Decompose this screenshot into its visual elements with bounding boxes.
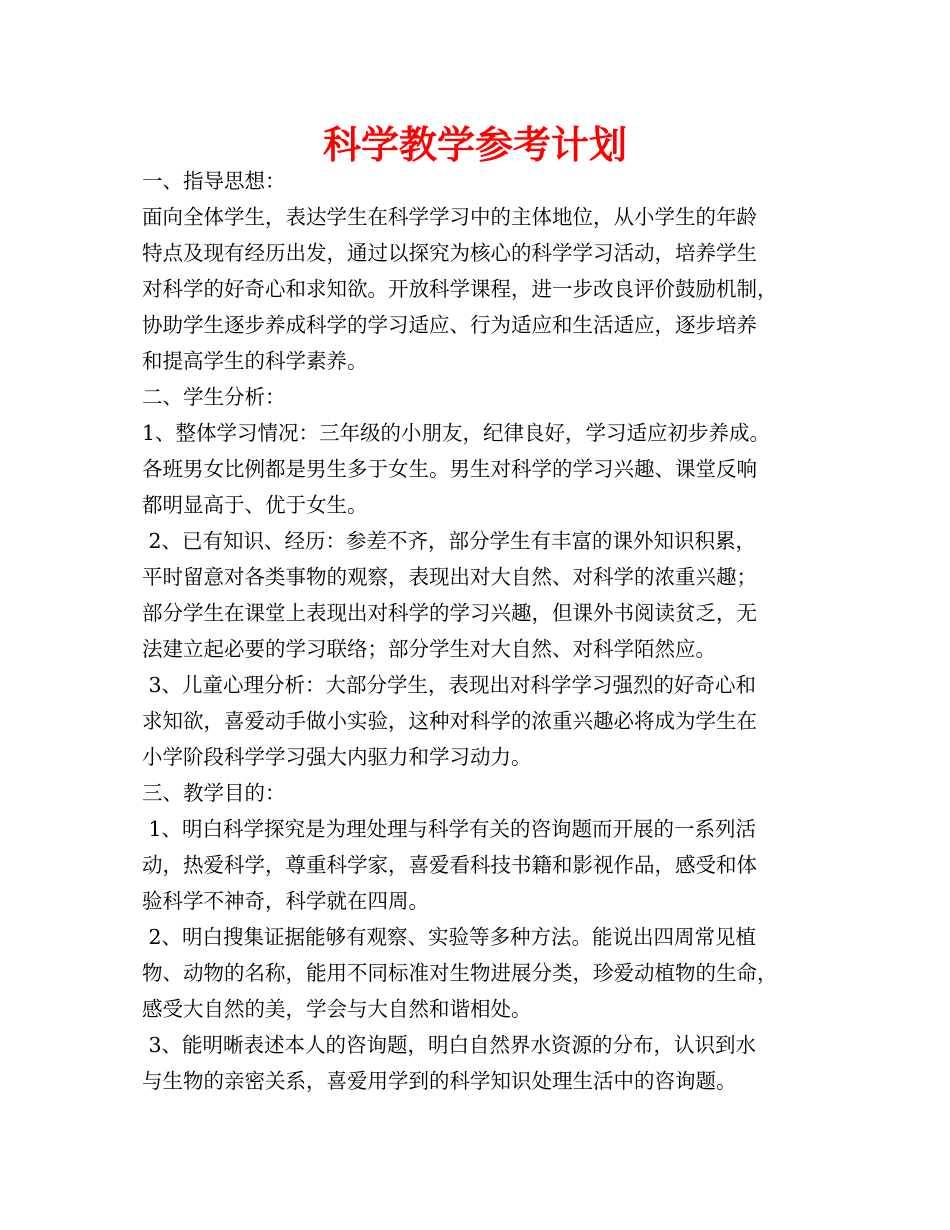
paragraph-line: 都明显高于、优于女生。 <box>142 493 368 517</box>
paragraph-line: 协助学生逐步养成科学的学习适应、行为适应和生活适应，逐步培养 <box>142 313 757 337</box>
paragraph-line: 特点及现有经历出发，通过以探究为核心的科学学习活动，培养学生 <box>142 241 757 265</box>
paragraph-line: 法建立起必要的学习联络；部分学生对大自然、对科学陌然应。 <box>142 637 716 661</box>
paragraph-line: 3、能明晰表述本人的咨询题，明白自然界水资源的分布，认识到水 <box>142 1033 757 1057</box>
paragraph-line: 与生物的亲密关系，喜爱用学到的科学知识处理生活中的咨询题。 <box>142 1069 737 1093</box>
document-title: 科学教学参考计划 <box>322 123 627 167</box>
paragraph-line: 二、学生分析： <box>142 385 286 409</box>
paragraph-line: 部分学生在课堂上表现出对科学的学习兴趣，但课外书阅读贫乏，无 <box>142 601 757 625</box>
paragraph-line: 三、教学目的： <box>142 781 286 805</box>
paragraph-line: 2、明白搜集证据能够有观察、实验等多种方法。能说出四周常见植 <box>142 925 757 949</box>
paragraph-line: 感受大自然的美，学会与大自然和谐相处。 <box>142 997 532 1021</box>
paragraph-line: 3、儿童心理分析：大部分学生，表现出对科学学习强烈的好奇心和 <box>142 673 757 697</box>
document-body <box>142 163 822 1099</box>
paragraph-line: 和提高学生的科学素养。 <box>142 349 368 373</box>
paragraph-line: 一、指导思想： <box>142 169 286 193</box>
paragraph-line: 2、已有知识、经历：参差不齐，部分学生有丰富的课外知识积累， <box>142 529 757 553</box>
paragraph-line: 面向全体学生，表达学生在科学学习中的主体地位，从小学生的年龄 <box>142 205 757 229</box>
paragraph-line: 动，热爱科学，尊重科学家，喜爱看科技书籍和影视作品，感受和体 <box>142 853 757 877</box>
paragraph-line: 求知欲，喜爱动手做小实验，这种对科学的浓重兴趣必将成为学生在 <box>142 709 757 733</box>
paragraph-line: 1、整体学习情况：三年级的小朋友，纪律良好，学习适应初步养成。 <box>142 421 771 445</box>
paragraph-line: 1、明白科学探究是为理处理与科学有关的咨询题而开展的一系列活 <box>142 817 757 841</box>
paragraph-line: 小学阶段科学学习强大内驱力和学习动力。 <box>142 745 532 769</box>
paragraph-line: 平时留意对各类事物的观察，表现出对大自然、对科学的浓重兴趣； <box>142 565 757 589</box>
paragraph-line: 对科学的好奇心和求知欲。开放科学课程，进一步改良评价鼓励机制， <box>142 277 778 301</box>
paragraph-line: 验科学不神奇，科学就在四周。 <box>142 889 429 913</box>
paragraph-line: 各班男女比例都是男生多于女生。男生对科学的学习兴趣、课堂反响 <box>142 457 757 481</box>
paragraph-line: 物、动物的名称，能用不同标准对生物进展分类，珍爱动植物的生命， <box>142 961 778 985</box>
